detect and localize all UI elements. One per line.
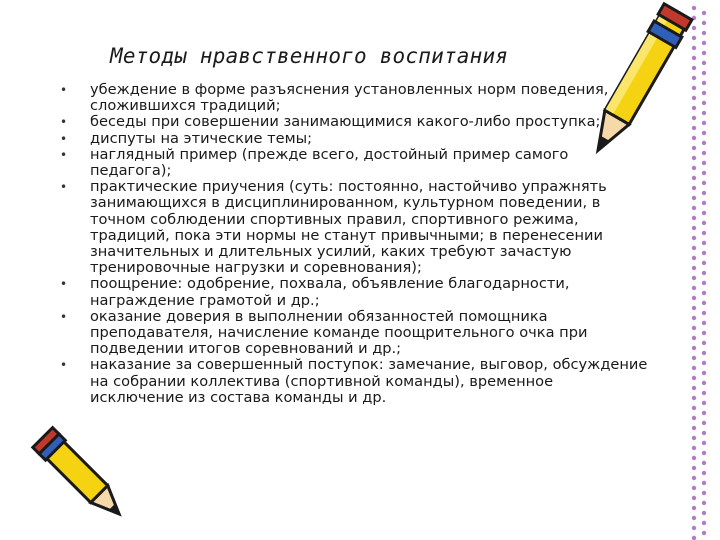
decorative-dot [692, 216, 696, 220]
decorative-dot [702, 391, 706, 395]
list-item [58, 114, 648, 130]
decorative-dot [702, 141, 706, 145]
decorative-dot [702, 161, 706, 165]
decorative-dot [702, 201, 706, 205]
decorative-dot [702, 531, 706, 535]
decorative-dot [702, 411, 706, 415]
decorative-dot [702, 221, 706, 225]
decorative-dot [702, 11, 706, 15]
decorative-dot [692, 256, 696, 260]
decorative-dot [692, 226, 696, 230]
decorative-dot [702, 401, 706, 405]
bullet-icon: • [60, 180, 68, 195]
pencil-icon [28, 420, 138, 530]
bullet-icon: • [60, 358, 68, 373]
decorative-dot [702, 451, 706, 455]
decorative-dot [702, 491, 706, 495]
decorative-dot [692, 286, 696, 290]
decorative-dot [692, 236, 696, 240]
decorative-dot [702, 261, 706, 265]
decorative-dot [692, 446, 696, 450]
decorative-dot [692, 316, 696, 320]
decorative-dot [692, 196, 696, 200]
list-item-text: практические приучения (суть: постоянно, настойчиво упражнять занимающихся в дисциплинированном, культурном поведении, в точном соблюдении спортивных правил, спортивного режима, традиций, пока эти нормы не станут привычными; в перенесении значительных и длительных усилий, каких требуют зачастую тренировочные нагрузки и соревнования); [90, 178, 607, 277]
decorative-dot [702, 111, 706, 115]
list-item-text: оказание доверия в выполнении обязанностей помощника преподавателя, начисление команде поощрительного очка при подведении итогов соревнований и др.; [90, 307, 588, 358]
decorative-dot [702, 461, 706, 465]
decorative-dot [702, 81, 706, 85]
decorative-dot [692, 526, 696, 530]
decorative-dot [692, 486, 696, 490]
decorative-dot [692, 276, 696, 280]
bullet-list [58, 82, 648, 406]
bullet-icon: • [60, 309, 68, 324]
decorative-dot [692, 296, 696, 300]
decorative-dot [702, 291, 706, 295]
decorative-dot [692, 206, 696, 210]
decorative-dot [692, 416, 696, 420]
decorative-dot [692, 266, 696, 270]
decorative-dot [702, 121, 706, 125]
decorative-dot [702, 271, 706, 275]
list-item-text: беседы при совершении занимающимися какого-либо проступка; [90, 113, 601, 131]
decorative-dot [702, 341, 706, 345]
decorative-dot [692, 476, 696, 480]
list-item-text: убеждение в форме разъяснения установленных норм поведения, сложившихся традиций; [90, 81, 609, 115]
decorative-dot [702, 191, 706, 195]
decorative-dot [702, 471, 706, 475]
decorative-dot [692, 426, 696, 430]
decorative-dot [702, 361, 706, 365]
decorative-dot [692, 336, 696, 340]
decorative-dot [692, 396, 696, 400]
slide-title: Методы нравственного воспитания [110, 44, 509, 68]
decorative-dot [692, 246, 696, 250]
decorative-dot [692, 436, 696, 440]
list-item [58, 357, 648, 406]
decorative-dot [702, 151, 706, 155]
list-item [58, 147, 648, 179]
bullet-icon: • [60, 131, 68, 146]
decorative-dot [702, 281, 706, 285]
decorative-dot [692, 496, 696, 500]
decorative-dot [702, 251, 706, 255]
decorative-dot [702, 211, 706, 215]
decorative-dot [702, 241, 706, 245]
decorative-dot [692, 456, 696, 460]
bullet-icon: • [60, 115, 68, 130]
bullet-icon: • [60, 83, 68, 97]
decorative-dot [692, 346, 696, 350]
decorative-dot [702, 181, 706, 185]
decorative-dot [692, 176, 696, 180]
decorative-dot [702, 301, 706, 305]
list-item-text: наказание за совершенный поступок: замечание, выговор, обсуждение на собрании коллектива (спортивной команды), временное исключение из состава команды и др. [90, 356, 648, 406]
decorative-dot [702, 381, 706, 385]
decorative-dot [702, 331, 706, 335]
decorative-dot [702, 91, 706, 95]
decorative-dot [702, 101, 706, 105]
decorative-dot [692, 386, 696, 390]
decorative-dot [702, 71, 706, 75]
decorative-dot [702, 521, 706, 525]
decorative-dot [692, 466, 696, 470]
list-item [58, 179, 648, 276]
decorative-dot [702, 421, 706, 425]
list-item-text: наглядный пример (прежде всего, достойный пример самого педагога); [90, 145, 569, 180]
decorative-dot [702, 41, 706, 45]
decorative-dot [702, 501, 706, 505]
list-item [58, 82, 648, 114]
decorative-dot [702, 171, 706, 175]
decorative-dot [692, 406, 696, 410]
decorative-dot [702, 61, 706, 65]
bullet-icon: • [60, 277, 68, 292]
bullet-icon: • [60, 147, 68, 162]
decorative-dot [692, 376, 696, 380]
decorative-dot [702, 441, 706, 445]
decorative-dot [692, 536, 696, 540]
decorative-dot [702, 31, 706, 35]
decorative-dot [702, 371, 706, 375]
decorative-dot [692, 356, 696, 360]
decorative-dot [702, 51, 706, 55]
decorative-dot [692, 506, 696, 510]
decorative-dot [702, 351, 706, 355]
decorative-dot [702, 321, 706, 325]
list-item-text: поощрение: одобрение, похвала, объявление благодарности, награждение грамотой и др.; [90, 275, 570, 309]
decorative-dot [692, 366, 696, 370]
list-item-text: диспуты на этические темы; [90, 129, 313, 147]
decorative-dot [702, 511, 706, 515]
decorative-dot [692, 306, 696, 310]
decorative-dot [702, 431, 706, 435]
decorative-dot [692, 516, 696, 520]
list-item [58, 309, 648, 358]
decorative-dot [692, 186, 696, 190]
decorative-dot [702, 21, 706, 25]
list-item [58, 276, 648, 308]
decorative-dot [692, 326, 696, 330]
decorative-dot [702, 131, 706, 135]
decorative-dot [702, 481, 706, 485]
list-item [58, 131, 648, 147]
decorative-dot [702, 231, 706, 235]
decorative-dot [702, 311, 706, 315]
